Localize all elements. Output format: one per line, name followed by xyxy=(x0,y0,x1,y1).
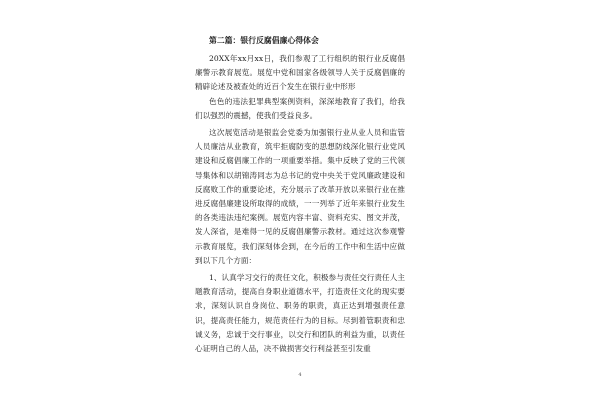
paragraph-intro-continued: 色色的违法犯罪典型案例资料，深深地教育了我们，给我们以强烈的震撼，使我们受益良多。 xyxy=(195,96,405,120)
page-number: 4 xyxy=(298,372,302,378)
paragraph-intro: 20XX年xx月xx日，我们参观了工行组织的银行业反腐倡廉警示教育展览。展览中党和国家各级领导人关于反腐倡廉的精辟论述及被查处的近百个发生在银行业中形形 xyxy=(195,54,405,92)
paragraph-point-one: 1、认真学习交行的责任文化，积极参与责任交行责任人主题教育活动，提高自身职业道德水平，打造责任文化的现实要求，深刻认识自身岗位、职务的职责，真正达到增强责任意识，提高责任能力，规范责任行为的目标。尽到着管职责和忠诚义务，忠诚于交行事业，以交行和团队的利益为重，以责任心证明自己的人品，决不做损害交行利益甚至引发重 xyxy=(195,273,405,354)
section-heading: 第二篇：银行反腐倡廉心得体会 xyxy=(209,36,319,45)
paragraph-exhibition: 这次展览活动是银监会党委为加强银行业从业人员和监管人员廉洁从业教育，筑牢拒腐防变的思想防线深化银行业党风建设和反腐倡廉工作的一项重要举措。集中反映了党的三代领导集体和以胡锦涛同志为总书记的党中央关于党风廉政建设和反腐败工作的重要论述，充分展示了改革开放以来银行业在推进反腐倡廉建设所取得的成绩，一一列举了近年来银行业发生的各类违法违纪案例。展览内容丰富、资料充实、图文并茂，发人深省，是难得一见的反腐倡廉警示教材。通过这次参观警示教育展览，我们深刻体会到，在今后的工作中和生活中应做到以下几个方面： xyxy=(195,128,405,265)
document-body xyxy=(195,34,405,356)
